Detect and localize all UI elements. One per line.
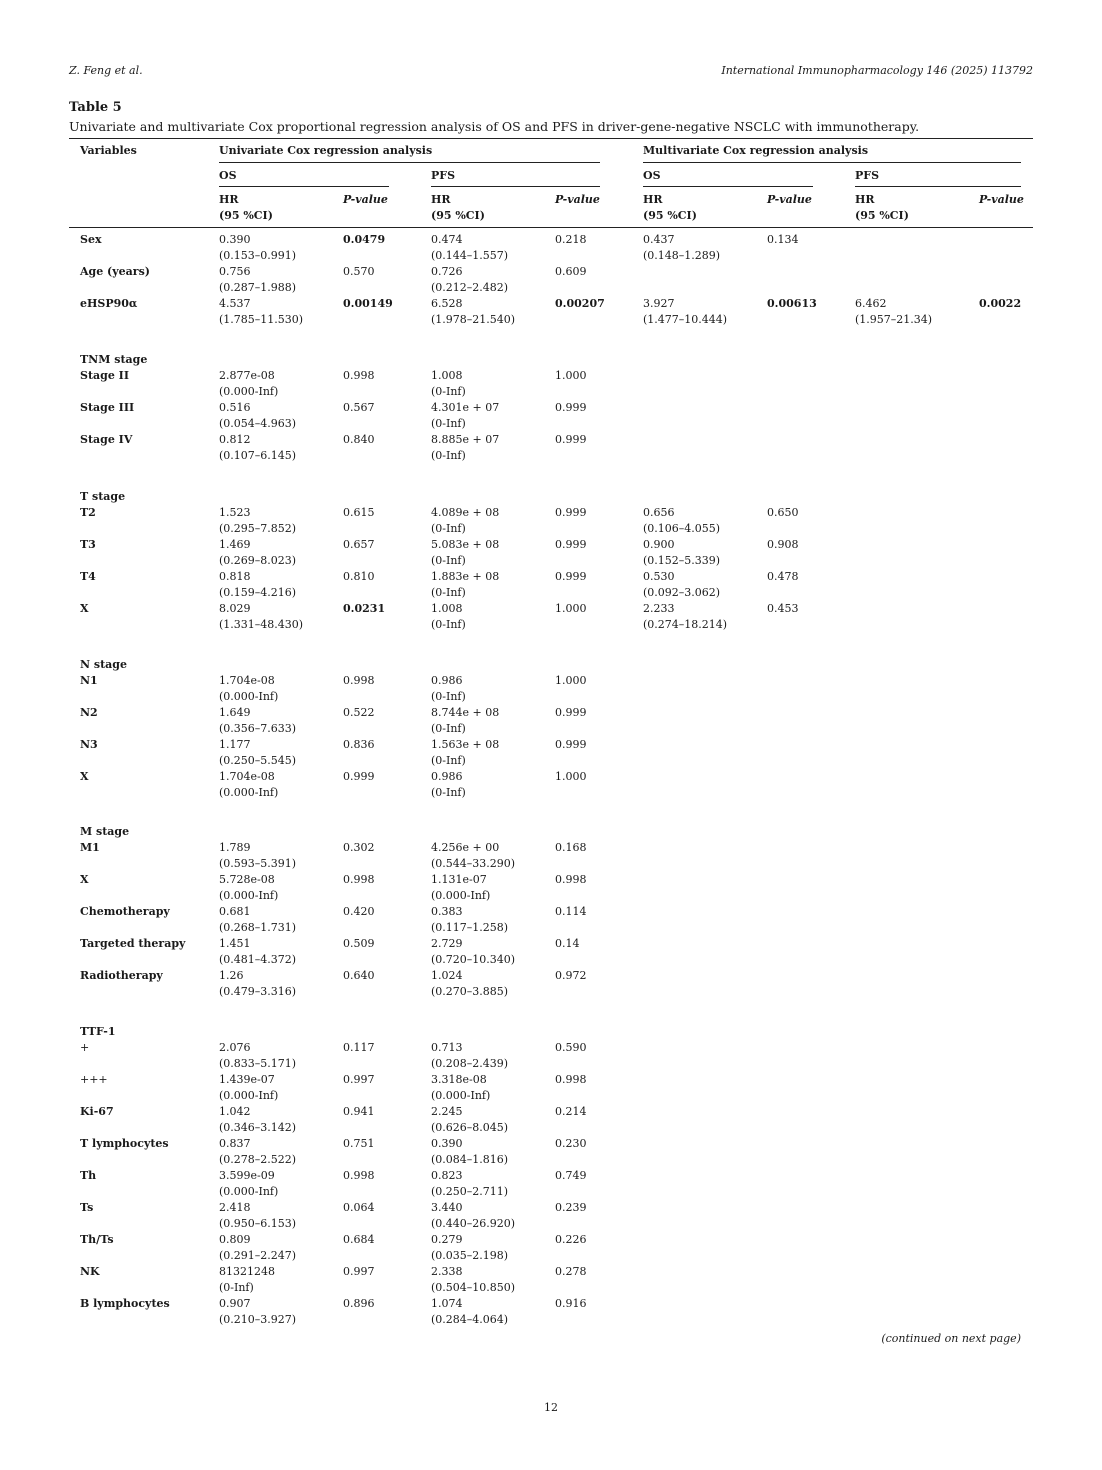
uni-os-hr-cell: 0.809 <box>219 1233 251 1246</box>
uni-pfs-ci-cell: (0.117–1.258) <box>431 921 509 934</box>
table-row <box>0 601 1102 633</box>
uni-os-pvalue-cell: 0.810 <box>343 570 375 583</box>
uni-os-hr-cell: 1.439e-07 <box>219 1073 275 1086</box>
uni-pfs-hr-cell: 3.318e-08 <box>431 1073 487 1086</box>
pvalue-header-multi-pfs: P-value <box>979 193 1024 206</box>
uni-os-hr-cell: 0.812 <box>219 433 251 446</box>
uni-os-pvalue-cell: 0.509 <box>343 937 375 950</box>
table-row <box>0 737 1102 769</box>
uni-pfs-pvalue-cell: 0.00207 <box>555 297 605 310</box>
uni-os-ci-cell: (0.295–7.852) <box>219 522 297 535</box>
table-row <box>0 968 1102 1000</box>
multi-os-hr-cell: 0.437 <box>643 233 675 246</box>
multi-os-hr-cell: 2.233 <box>643 602 675 615</box>
uni-os-hr-cell: 3.599e-09 <box>219 1169 275 1182</box>
uni-pfs-hr-cell: 4.089e + 08 <box>431 506 500 519</box>
table-row <box>0 432 1102 464</box>
uni-os-hr-cell: 5.728e-08 <box>219 873 275 886</box>
uni-os-ci-cell: (0.159–4.216) <box>219 586 297 599</box>
uni-pfs-ci-cell: (0.544–33.290) <box>431 857 516 870</box>
uni-pfs-hr-cell: 1.008 <box>431 369 463 382</box>
uni-pfs-ci-cell: (0-Inf) <box>431 449 466 462</box>
table-row <box>0 872 1102 904</box>
multi-pfs-hr-cell: 6.462 <box>855 297 887 310</box>
uni-pfs-hr-cell: 0.383 <box>431 905 463 918</box>
uni-os-pvalue-cell: 0.0479 <box>343 233 386 246</box>
uni-pfs-pvalue-cell: 0.230 <box>555 1137 587 1150</box>
row-label: N3 <box>80 738 98 751</box>
multi-os-pvalue-cell: 0.00613 <box>767 297 817 310</box>
table-row <box>0 1232 1102 1264</box>
table-row <box>0 1104 1102 1136</box>
uni-os-ci-cell: (0.000-Inf) <box>219 889 279 902</box>
subheader-uni-os: OS <box>219 169 237 182</box>
uni-os-hr-cell: 0.516 <box>219 401 251 414</box>
multi-os-pvalue-cell: 0.650 <box>767 506 799 519</box>
uni-os-ci-cell: (0.000-Inf) <box>219 786 279 799</box>
uni-pfs-pvalue-cell: 0.916 <box>555 1297 587 1310</box>
uni-pfs-pvalue-cell: 1.000 <box>555 770 587 783</box>
multi-pfs-pvalue-cell: 0.0022 <box>979 297 1022 310</box>
uni-pfs-pvalue-cell: 0.609 <box>555 265 587 278</box>
uni-os-ci-cell: (0.153–0.991) <box>219 249 297 262</box>
table-row <box>0 505 1102 537</box>
uni-os-hr-cell: 1.26 <box>219 969 244 982</box>
section-label: TNM stage <box>80 353 148 366</box>
table-row <box>0 1264 1102 1296</box>
uni-pfs-hr-cell: 1.008 <box>431 602 463 615</box>
uni-os-ci-cell: (0.210–3.927) <box>219 1313 297 1326</box>
uni-pfs-pvalue-cell: 1.000 <box>555 369 587 382</box>
table-row <box>0 1200 1102 1232</box>
uni-pfs-hr-cell: 4.301e + 07 <box>431 401 500 414</box>
uni-pfs-ci-cell: (0-Inf) <box>431 722 466 735</box>
table-row <box>0 1136 1102 1168</box>
col-header-variables: Variables <box>80 144 137 157</box>
row-label: N1 <box>80 674 98 687</box>
uni-os-pvalue-cell: 0.420 <box>343 905 375 918</box>
multi-os-ci-cell: (1.477–10.444) <box>643 313 728 326</box>
uni-os-ci-cell: (0.481–4.372) <box>219 953 297 966</box>
uni-pfs-pvalue-cell: 1.000 <box>555 674 587 687</box>
row-label: NK <box>80 1265 100 1278</box>
uni-pfs-hr-cell: 0.823 <box>431 1169 463 1182</box>
uni-os-pvalue-cell: 0.064 <box>343 1201 375 1214</box>
row-label: X <box>80 873 89 886</box>
uni-os-hr-cell: 1.704e-08 <box>219 674 275 687</box>
uni-pfs-ci-cell: (0.504–10.850) <box>431 1281 516 1294</box>
uni-pfs-pvalue-cell: 0.218 <box>555 233 587 246</box>
running-header-journal: International Immunopharmacology 146 (2025) 113792 <box>721 64 1033 77</box>
uni-pfs-ci-cell: (0-Inf) <box>431 417 466 430</box>
ci-header-multi-os: (95 %CI) <box>643 209 697 222</box>
section-heading <box>0 489 1102 505</box>
multi-os-hr-cell: 0.656 <box>643 506 675 519</box>
col-group-univariate: Univariate Cox regression analysis <box>219 144 433 157</box>
uni-os-pvalue-cell: 0.00149 <box>343 297 393 310</box>
uni-os-pvalue-cell: 0.998 <box>343 369 375 382</box>
uni-os-pvalue-cell: 0.657 <box>343 538 375 551</box>
uni-pfs-pvalue-cell: 0.214 <box>555 1105 587 1118</box>
uni-os-ci-cell: (0.833–5.171) <box>219 1057 297 1070</box>
uni-os-ci-cell: (0.278–2.522) <box>219 1153 297 1166</box>
row-label: T3 <box>80 538 96 551</box>
uni-os-ci-cell: (0.356–7.633) <box>219 722 297 735</box>
uni-os-ci-cell: (0.269–8.023) <box>219 554 297 567</box>
table-row <box>0 1296 1102 1328</box>
uni-pfs-hr-cell: 1.131e-07 <box>431 873 487 886</box>
multi-os-hr-cell: 0.530 <box>643 570 675 583</box>
uni-os-pvalue-cell: 0.998 <box>343 873 375 886</box>
uni-os-ci-cell: (0.107–6.145) <box>219 449 297 462</box>
uni-os-pvalue-cell: 0.567 <box>343 401 375 414</box>
uni-os-pvalue-cell: 0.836 <box>343 738 375 751</box>
multi-os-ci-cell: (0.148–1.289) <box>643 249 721 262</box>
uni-pfs-hr-cell: 2.245 <box>431 1105 463 1118</box>
uni-pfs-pvalue-cell: 0.278 <box>555 1265 587 1278</box>
multi-os-hr-cell: 3.927 <box>643 297 675 310</box>
uni-os-pvalue-cell: 0.117 <box>343 1041 375 1054</box>
section-heading <box>0 1024 1102 1040</box>
uni-pfs-hr-cell: 1.563e + 08 <box>431 738 500 751</box>
section-heading <box>0 657 1102 673</box>
uni-os-ci-cell: (0.291–2.247) <box>219 1249 297 1262</box>
uni-os-pvalue-cell: 0.997 <box>343 1073 375 1086</box>
uni-pfs-ci-cell: (0-Inf) <box>431 554 466 567</box>
uni-pfs-ci-cell: (0-Inf) <box>431 786 466 799</box>
multi-os-ci-cell: (0.092–3.062) <box>643 586 721 599</box>
uni-os-ci-cell: (0.000-Inf) <box>219 1089 279 1102</box>
uni-pfs-hr-cell: 5.083e + 08 <box>431 538 500 551</box>
row-label: T2 <box>80 506 96 519</box>
section-label: TTF-1 <box>80 1025 116 1038</box>
uni-pfs-ci-cell: (0.720–10.340) <box>431 953 516 966</box>
uni-pfs-ci-cell: (0.035–2.198) <box>431 1249 509 1262</box>
uni-os-hr-cell: 1.042 <box>219 1105 251 1118</box>
uni-os-ci-cell: (0.000-Inf) <box>219 690 279 703</box>
page-number: 12 <box>544 1401 558 1414</box>
uni-pfs-ci-cell: (0.000-Inf) <box>431 1089 491 1102</box>
subheader-uni-pfs: PFS <box>431 169 456 182</box>
section-heading <box>0 352 1102 368</box>
uni-pfs-hr-cell: 0.474 <box>431 233 463 246</box>
uni-pfs-hr-cell: 0.986 <box>431 770 463 783</box>
table-row <box>0 840 1102 872</box>
uni-pfs-ci-cell: (0.212–2.482) <box>431 281 509 294</box>
uni-pfs-hr-cell: 0.279 <box>431 1233 463 1246</box>
uni-os-pvalue-cell: 0.522 <box>343 706 375 719</box>
table-row <box>0 936 1102 968</box>
uni-pfs-hr-cell: 1.074 <box>431 1297 463 1310</box>
multi-os-pvalue-cell: 0.908 <box>767 538 799 551</box>
row-label: Targeted therapy <box>80 937 186 950</box>
uni-os-pvalue-cell: 0.941 <box>343 1105 375 1118</box>
row-label: Th <box>80 1169 97 1182</box>
uni-os-pvalue-cell: 0.999 <box>343 770 375 783</box>
uni-pfs-ci-cell: (0-Inf) <box>431 522 466 535</box>
uni-pfs-ci-cell: (0.270–3.885) <box>431 985 509 998</box>
uni-pfs-pvalue-cell: 0.999 <box>555 401 587 414</box>
ci-header-uni-os: (95 %CI) <box>219 209 273 222</box>
table-caption: Univariate and multivariate Cox proportional regression analysis of OS and PFS in driver-gene-negative NSCLC with immunotherapy. <box>69 119 920 134</box>
uni-pfs-pvalue-cell: 0.999 <box>555 570 587 583</box>
row-label: T lymphocytes <box>80 1137 169 1150</box>
table-row <box>0 537 1102 569</box>
uni-pfs-hr-cell: 3.440 <box>431 1201 463 1214</box>
continued-note: (continued on next page) <box>881 1332 1021 1345</box>
table-row <box>0 232 1102 264</box>
uni-os-ci-cell: (0.479–3.316) <box>219 985 297 998</box>
ci-header-uni-pfs: (95 %CI) <box>431 209 485 222</box>
table-row <box>0 400 1102 432</box>
uni-pfs-hr-cell: 6.528 <box>431 297 463 310</box>
uni-os-pvalue-cell: 0.615 <box>343 506 375 519</box>
uni-os-hr-cell: 4.537 <box>219 297 251 310</box>
table-row <box>0 769 1102 801</box>
subheader-multi-os: OS <box>643 169 661 182</box>
uni-pfs-pvalue-cell: 0.999 <box>555 738 587 751</box>
uni-pfs-hr-cell: 0.986 <box>431 674 463 687</box>
uni-pfs-ci-cell: (1.978–21.540) <box>431 313 516 326</box>
uni-pfs-hr-cell: 0.726 <box>431 265 463 278</box>
row-label: +++ <box>80 1073 108 1086</box>
uni-pfs-pvalue-cell: 0.590 <box>555 1041 587 1054</box>
hr-header-uni-os: HR <box>219 193 239 206</box>
pvalue-header-uni-os: P-value <box>343 193 388 206</box>
uni-pfs-pvalue-cell: 0.998 <box>555 1073 587 1086</box>
uni-os-ci-cell: (1.331–48.430) <box>219 618 304 631</box>
uni-os-hr-cell: 1.469 <box>219 538 251 551</box>
multi-os-ci-cell: (0.274–18.214) <box>643 618 728 631</box>
uni-os-ci-cell: (0.250–5.545) <box>219 754 297 767</box>
row-label: X <box>80 770 89 783</box>
uni-pfs-hr-cell: 2.729 <box>431 937 463 950</box>
uni-os-ci-cell: (1.785–11.530) <box>219 313 304 326</box>
ci-header-multi-pfs: (95 %CI) <box>855 209 909 222</box>
uni-os-pvalue-cell: 0.0231 <box>343 602 386 615</box>
row-label: eHSP90α <box>80 297 138 310</box>
uni-pfs-hr-cell: 1.024 <box>431 969 463 982</box>
col-group-multivariate: Multivariate Cox regression analysis <box>643 144 869 157</box>
uni-pfs-pvalue-cell: 0.114 <box>555 905 587 918</box>
row-label: X <box>80 602 89 615</box>
uni-os-hr-cell: 2.418 <box>219 1201 251 1214</box>
table-row <box>0 569 1102 601</box>
pvalue-header-multi-os: P-value <box>767 193 812 206</box>
uni-pfs-ci-cell: (0-Inf) <box>431 385 466 398</box>
uni-pfs-hr-cell: 0.713 <box>431 1041 463 1054</box>
uni-os-ci-cell: (0.000-Inf) <box>219 385 279 398</box>
uni-os-pvalue-cell: 0.998 <box>343 674 375 687</box>
row-label: N2 <box>80 706 98 719</box>
row-label: Stage II <box>80 369 129 382</box>
uni-pfs-hr-cell: 4.256e + 00 <box>431 841 500 854</box>
uni-os-hr-cell: 0.756 <box>219 265 251 278</box>
uni-pfs-hr-cell: 1.883e + 08 <box>431 570 500 583</box>
uni-os-hr-cell: 2.877e-08 <box>219 369 275 382</box>
uni-pfs-pvalue-cell: 0.972 <box>555 969 587 982</box>
row-label: Chemotherapy <box>80 905 170 918</box>
uni-os-hr-cell: 1.177 <box>219 738 251 751</box>
uni-os-pvalue-cell: 0.997 <box>343 1265 375 1278</box>
table-row <box>0 705 1102 737</box>
uni-os-hr-cell: 1.789 <box>219 841 251 854</box>
row-label: T4 <box>80 570 96 583</box>
uni-pfs-ci-cell: (0.000-Inf) <box>431 889 491 902</box>
uni-os-ci-cell: (0.000-Inf) <box>219 1185 279 1198</box>
uni-os-ci-cell: (0.287–1.988) <box>219 281 297 294</box>
uni-os-pvalue-cell: 0.570 <box>343 265 375 278</box>
uni-pfs-pvalue-cell: 0.749 <box>555 1169 587 1182</box>
uni-os-hr-cell: 0.818 <box>219 570 251 583</box>
multi-os-ci-cell: (0.152–5.339) <box>643 554 721 567</box>
table-row <box>0 673 1102 705</box>
uni-os-ci-cell: (0.268–1.731) <box>219 921 297 934</box>
table-row <box>0 264 1102 296</box>
row-label: Stage III <box>80 401 135 414</box>
uni-pfs-ci-cell: (0-Inf) <box>431 618 466 631</box>
subheader-multi-pfs: PFS <box>855 169 880 182</box>
row-label: Ki-67 <box>80 1105 114 1118</box>
uni-os-pvalue-cell: 0.684 <box>343 1233 375 1246</box>
multi-os-pvalue-cell: 0.134 <box>767 233 799 246</box>
uni-os-hr-cell: 0.390 <box>219 233 251 246</box>
multi-os-hr-cell: 0.900 <box>643 538 675 551</box>
table-label: Table 5 <box>69 100 122 115</box>
section-label: N stage <box>80 658 127 671</box>
multi-pfs-ci-cell: (1.957–21.34) <box>855 313 933 326</box>
uni-os-ci-cell: (0.950–6.153) <box>219 1217 297 1230</box>
uni-pfs-ci-cell: (0-Inf) <box>431 586 466 599</box>
multi-os-pvalue-cell: 0.453 <box>767 602 799 615</box>
uni-pfs-ci-cell: (0.440–26.920) <box>431 1217 516 1230</box>
uni-os-hr-cell: 2.076 <box>219 1041 251 1054</box>
table-row <box>0 1072 1102 1104</box>
uni-os-pvalue-cell: 0.640 <box>343 969 375 982</box>
uni-pfs-ci-cell: (0.084–1.816) <box>431 1153 509 1166</box>
row-label: Ts <box>80 1201 94 1214</box>
section-label: T stage <box>80 490 126 503</box>
uni-os-hr-cell: 0.907 <box>219 1297 251 1310</box>
uni-pfs-pvalue-cell: 0.999 <box>555 506 587 519</box>
table-row <box>0 1040 1102 1072</box>
row-label: Th/Ts <box>80 1233 114 1246</box>
uni-pfs-pvalue-cell: 0.998 <box>555 873 587 886</box>
uni-pfs-ci-cell: (0.144–1.557) <box>431 249 509 262</box>
row-label: Age (years) <box>80 265 150 278</box>
uni-pfs-hr-cell: 8.885e + 07 <box>431 433 500 446</box>
row-label: + <box>80 1041 90 1054</box>
uni-pfs-pvalue-cell: 0.999 <box>555 706 587 719</box>
uni-pfs-ci-cell: (0-Inf) <box>431 690 466 703</box>
row-label: M1 <box>80 841 100 854</box>
hr-header-multi-pfs: HR <box>855 193 875 206</box>
uni-os-hr-cell: 1.523 <box>219 506 251 519</box>
pvalue-header-uni-pfs: P-value <box>555 193 600 206</box>
uni-os-ci-cell: (0.593–5.391) <box>219 857 297 870</box>
uni-pfs-pvalue-cell: 0.999 <box>555 433 587 446</box>
uni-os-pvalue-cell: 0.998 <box>343 1169 375 1182</box>
uni-pfs-hr-cell: 0.390 <box>431 1137 463 1150</box>
multi-os-ci-cell: (0.106–4.055) <box>643 522 721 535</box>
uni-pfs-hr-cell: 8.744e + 08 <box>431 706 500 719</box>
section-heading <box>0 824 1102 840</box>
uni-pfs-pvalue-cell: 0.239 <box>555 1201 587 1214</box>
hr-header-multi-os: HR <box>643 193 663 206</box>
uni-pfs-ci-cell: (0.208–2.439) <box>431 1057 509 1070</box>
uni-os-hr-cell: 8.029 <box>219 602 251 615</box>
uni-pfs-ci-cell: (0.284–4.064) <box>431 1313 509 1326</box>
uni-pfs-hr-cell: 2.338 <box>431 1265 463 1278</box>
uni-os-ci-cell: (0-Inf) <box>219 1281 254 1294</box>
uni-os-pvalue-cell: 0.840 <box>343 433 375 446</box>
uni-os-ci-cell: (0.054–4.963) <box>219 417 297 430</box>
uni-pfs-pvalue-cell: 1.000 <box>555 602 587 615</box>
uni-os-pvalue-cell: 0.751 <box>343 1137 375 1150</box>
row-label: Radiotherapy <box>80 969 163 982</box>
table-row <box>0 904 1102 936</box>
table-row <box>0 296 1102 328</box>
uni-os-hr-cell: 0.681 <box>219 905 251 918</box>
uni-pfs-pvalue-cell: 0.226 <box>555 1233 587 1246</box>
row-label: Sex <box>80 233 102 246</box>
table-row <box>0 368 1102 400</box>
row-label: Stage IV <box>80 433 133 446</box>
uni-os-hr-cell: 81321248 <box>219 1265 275 1278</box>
uni-pfs-pvalue-cell: 0.14 <box>555 937 580 950</box>
hr-header-uni-pfs: HR <box>431 193 451 206</box>
uni-pfs-ci-cell: (0.250–2.711) <box>431 1185 509 1198</box>
uni-os-hr-cell: 1.649 <box>219 706 251 719</box>
uni-os-hr-cell: 1.704e-08 <box>219 770 275 783</box>
row-label: B lymphocytes <box>80 1297 170 1310</box>
section-label: M stage <box>80 825 130 838</box>
running-header-authors: Z. Feng et al. <box>69 64 143 77</box>
uni-pfs-ci-cell: (0.626–8.045) <box>431 1121 509 1134</box>
uni-os-hr-cell: 1.451 <box>219 937 251 950</box>
table-row <box>0 1168 1102 1200</box>
uni-os-pvalue-cell: 0.302 <box>343 841 375 854</box>
uni-os-hr-cell: 0.837 <box>219 1137 251 1150</box>
uni-pfs-pvalue-cell: 0.168 <box>555 841 587 854</box>
uni-pfs-ci-cell: (0-Inf) <box>431 754 466 767</box>
uni-pfs-pvalue-cell: 0.999 <box>555 538 587 551</box>
multi-os-pvalue-cell: 0.478 <box>767 570 799 583</box>
uni-os-pvalue-cell: 0.896 <box>343 1297 375 1310</box>
uni-os-ci-cell: (0.346–3.142) <box>219 1121 297 1134</box>
